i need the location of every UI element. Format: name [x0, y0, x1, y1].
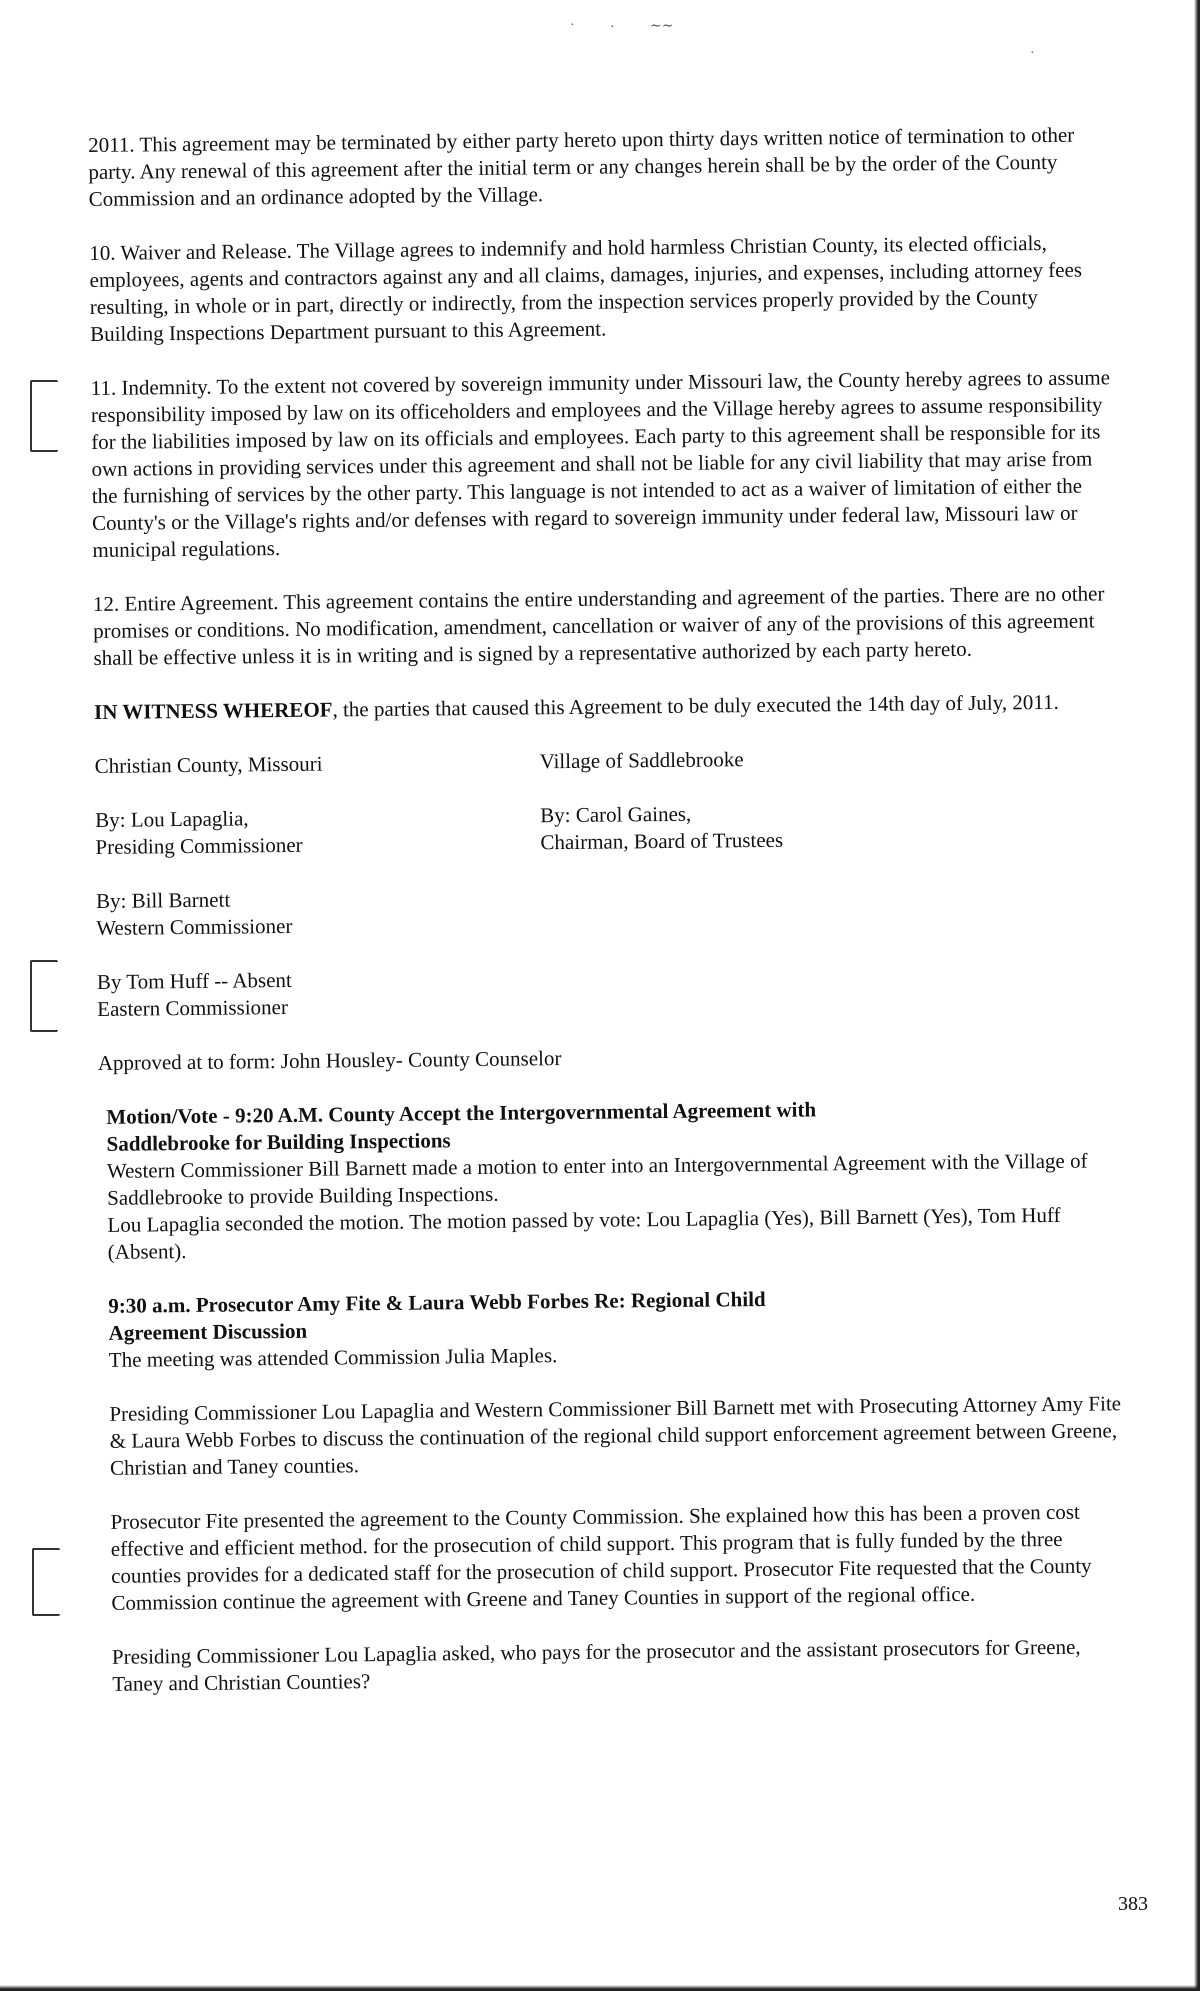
- signature-row-second: [96, 877, 1117, 942]
- signer-name: By: Bill Barnett: [95, 887, 231, 913]
- prosecutor-heading-line-1: 9:30 a.m. Prosecutor Amy Fite & Laura Webb Forbes Re: Regional Child: [108, 1286, 766, 1318]
- scan-speck: ·: [570, 18, 575, 33]
- paragraph-indemnity: 11. Indemnity. To the extent not covered by sovereign immunity under Missouri law, the County hereby agrees to assume responsibility imposed by law on its officeholders and employees and the Village hereby agrees to assume responsibility for the liabilities imposed by law on its officials and employees. Each party to this agreement shall be responsible for its own actions in providing services under this agreement and shall not be liable for any civil liability that may arise from the furnishing of services by the other party. This language is not intended to act as a waiver of limitation of either the County's or the Village's rights and/or defenses with regard to sovereign immunity under federal law, Missouri law or municipal regulations.: [90, 365, 1111, 562]
- signature-row-first: [95, 796, 1116, 861]
- page-edge-bottom: [0, 1985, 1200, 1991]
- witness-lead: IN WITNESS WHEREOF: [93, 697, 333, 724]
- scan-speck: ∼∼: [650, 19, 674, 34]
- motion-vote-result: Lou Lapaglia seconded the motion. The motion passed by vote: Lou Lapaglia (Yes), Bill Barnett (Yes), Tom Huff (Absent).: [107, 1202, 1061, 1264]
- margin-bracket: [30, 380, 58, 452]
- motion-vote-section: [106, 1093, 1120, 1266]
- signer-title: Presiding Commissioner: [95, 832, 303, 859]
- motion-heading-line-1: Motion/Vote - 9:20 A.M. County Accept the Intergovernmental Agreement with: [106, 1097, 817, 1129]
- paragraph-entire-agreement: 12. Entire Agreement. This agreement contains the entire understanding and agreement of the parties. There are no other promises or conditions. No modification, amendment, cancellation or waiver of any of the provisions of this agreement shall be effective unless it is in writing and is signed by a representative authorized by each party hereto.: [92, 581, 1105, 670]
- prosecutor-attendance: The meeting was attended Commission Julia Maples.: [108, 1343, 558, 1372]
- motion-heading-line-2: Saddlebrooke for Building Inspections: [106, 1128, 451, 1156]
- page-edge-right: [1194, 0, 1200, 1991]
- paragraph-termination: 2011. This agreement may be terminated by either party hereto upon thirty days written notice of termination to other party. Any renewal of this agreement after the initial term or any changes herein shall be by the order of the County Commission and an ordinance adopted by the Village.: [88, 122, 1075, 211]
- prosecutor-paragraph-2: Prosecutor Fite presented the agreement to the County Commission. She explained how this has been a proven cost effective and efficient method. for the prosecution of child support. This program that is fully funded by the three counties provides for a dedicated staff for the prosecution of child support. Prosecutor Fite requested that the County Commission continue the agreement with Greene and Taney Counties in support of the regional office.: [110, 1499, 1092, 1615]
- approved-as-to-form: Approved at to form: John Housley- County Counselor: [97, 1046, 562, 1075]
- paragraph-waiver-release: 10. Waiver and Release. The Village agrees to indemnify and hold harmless Christian County, its elected officials, employees, agents and contractors against any and all claims, damages, injuries, and expenses, including attorney fees resulting, in whole or in part, directly or indirectly, from the inspection services properly provided by the County Building Inspections Department pursuant to this Agreement.: [89, 230, 1083, 346]
- witness-statement: [94, 688, 1114, 726]
- signer-name: By Tom Huff -- Absent: [96, 967, 292, 994]
- margin-bracket: [32, 1548, 60, 1616]
- signature-row-parties: [95, 742, 1115, 780]
- signature-row-third: [97, 958, 1118, 1023]
- motion-body: Western Commissioner Bill Barnett made a motion to enter into an Intergovernmental Agreement with the Village of Saddlebrooke to provide Building Inspections.: [106, 1148, 1088, 1210]
- signature-left-block-3: [97, 964, 543, 1023]
- scan-speck: ·: [610, 20, 615, 35]
- signer-title: Chairman, Board of Trustees: [540, 827, 784, 855]
- signature-left-party: Christian County, Missouri: [94, 751, 323, 778]
- signature-left-block-2: [96, 883, 542, 942]
- signature-right-party: Village of Saddlebrooke: [539, 747, 744, 774]
- prosecutor-paragraph-1: Presiding Commissioner Lou Lapaglia and Western Commissioner Bill Barnett met with Prosecuting Attorney Amy Fite & Laura Webb Forbes to discuss the continuation of the regional child support enforcement agreement between Greene, Christian and Taney counties.: [109, 1391, 1122, 1480]
- margin-bracket: [30, 960, 58, 1032]
- scan-speck: ·: [1030, 46, 1035, 61]
- signature-left-block-1: [95, 802, 541, 861]
- signer-name: By: Lou Lapaglia,: [95, 806, 249, 832]
- signer-title: Western Commissioner: [96, 913, 293, 940]
- page-number: 383: [1118, 1893, 1148, 1915]
- signature-right-block-1: [540, 797, 1061, 856]
- signer-name: By: Carol Gaines,: [540, 801, 692, 828]
- prosecutor-paragraph-3: Presiding Commissioner Lou Lapaglia asked, who pays for the prosecutor and the assistant prosecutors for Greene, Taney and Christian Counties?: [111, 1634, 1081, 1696]
- signer-title: Eastern Commissioner: [97, 994, 289, 1021]
- prosecutor-heading-line-2: Agreement Discussion: [108, 1318, 308, 1345]
- document-body: [88, 121, 1125, 1725]
- witness-rest: , the parties that caused this Agreement to be duly executed the 14th day of July, 2011.: [332, 689, 1059, 722]
- prosecutor-section: [108, 1282, 1124, 1698]
